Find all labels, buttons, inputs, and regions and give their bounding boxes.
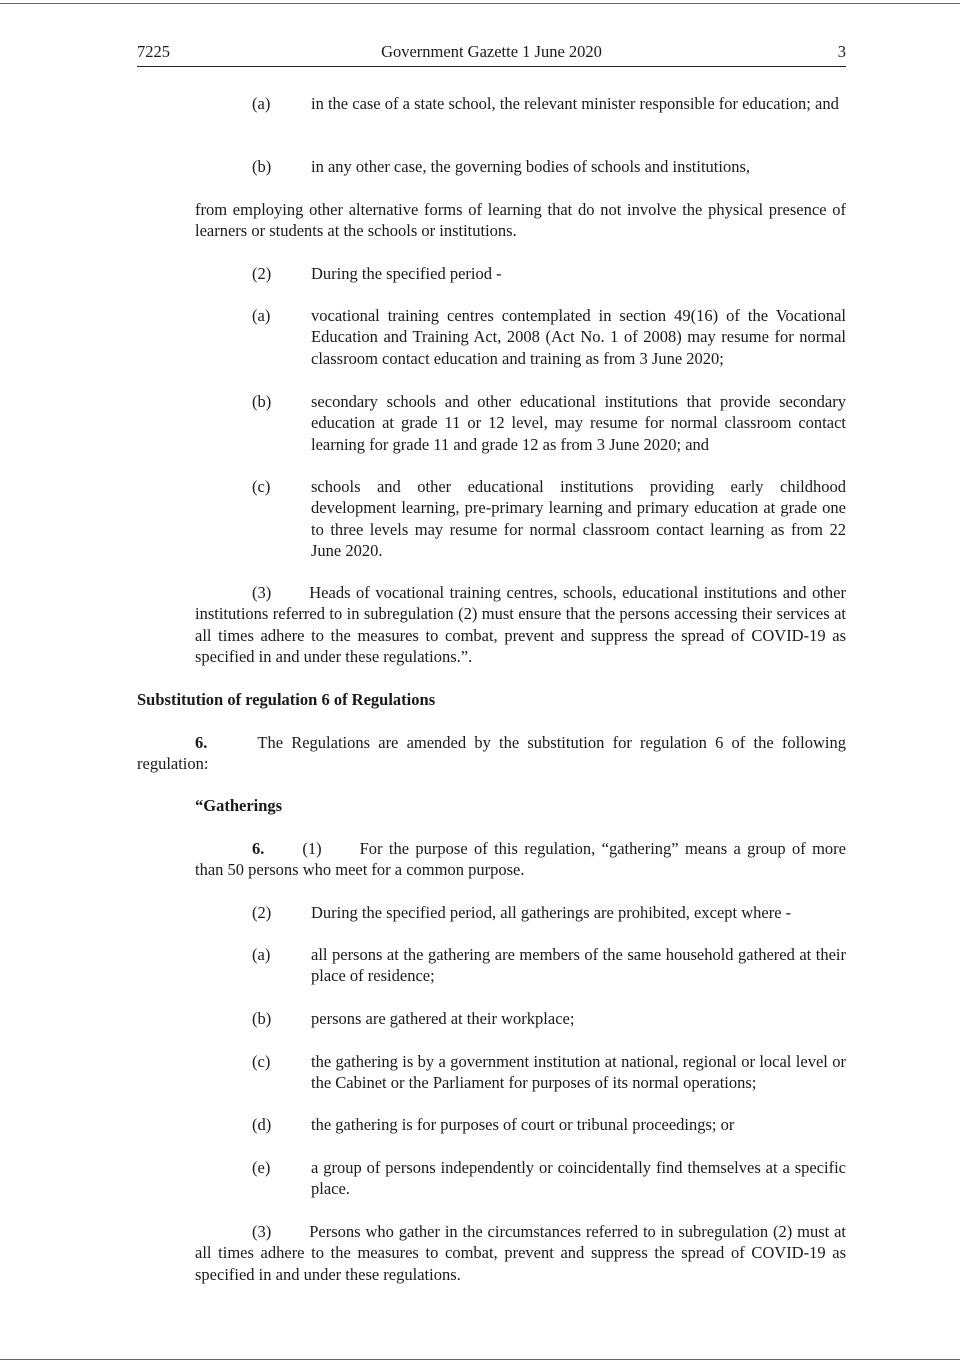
page-number: 3 — [837, 42, 846, 61]
list-item-text: all persons at the gathering are members of the same household gathered at their place of residence; — [311, 945, 846, 986]
gazette-header — [137, 42, 846, 67]
section-number: 6. — [195, 733, 208, 752]
paragraph: from employing other alternative forms of learning that do not involve the physical presence of learners or students at the schools or institutions. — [195, 200, 846, 241]
list-label: (d) — [252, 1115, 272, 1134]
page-bottom-border — [0, 1359, 960, 1360]
regulation-number: 6. — [252, 839, 265, 858]
list-label: (a) — [252, 94, 271, 113]
subregulation-text: During the specified period, all gatherings are prohibited, except where - — [311, 903, 792, 922]
list-item-text: in any other case, the governing bodies of schools and institutions, — [311, 157, 751, 176]
list-label: (a) — [252, 945, 271, 964]
list-label: (c) — [252, 477, 271, 496]
section-text: The Regulations are amended by the substitution for regulation 6 of the following regulation: — [137, 733, 846, 774]
list-item-text: persons are gathered at their workplace; — [311, 1009, 575, 1028]
list-label: (a) — [252, 306, 271, 325]
paragraph — [137, 732, 846, 775]
subregulation-label: (3) — [252, 583, 272, 602]
paragraph — [195, 1221, 846, 1285]
list-label: (b) — [252, 157, 272, 176]
list-item-text: a group of persons independently or coincidentally find themselves at a specific place. — [311, 1158, 846, 1199]
page-top-border — [0, 3, 960, 4]
list-label: (e) — [252, 1158, 271, 1177]
gazette-title: Government Gazette 1 June 2020 — [381, 42, 602, 61]
subregulation-text: Persons who gather in the circumstances referred to in subregulation (2) must at all times adhere to the measures to combat, prevent and suppress the spread of COVID-19 as specified in and under these regulations. — [195, 1222, 846, 1284]
subregulation-label: (1) — [302, 839, 322, 858]
subregulation-label: (3) — [252, 1222, 272, 1241]
list-label: (b) — [252, 392, 272, 411]
subregulation-text: During the specified period - — [311, 264, 502, 283]
list-item-text: the gathering is for purposes of court or tribunal proceedings; or — [311, 1115, 735, 1134]
subregulation-label: (2) — [252, 903, 272, 922]
list-item-text: vocational training centres contemplated in section 49(16) of the Vocational Education and Training Act, 2008 (Act No. 1 of 2008) may resume for normal classroom contact education and training as from 3 June 2020; — [311, 306, 846, 368]
list-item-text: in the case of a state school, the relevant minister responsible for education; and — [311, 94, 839, 113]
list-item-text: secondary schools and other educational institutions that provide secondary education at grade 11 or 12 level, may resume for normal classroom contact learning for grade 11 and grade 12 as from 3 June 2020; and — [311, 392, 846, 454]
regulation-heading: “Gatherings — [195, 796, 283, 815]
subregulation-text: For the purpose of this regulation, “gathering” means a group of more than 50 persons who meet for a common purpose. — [195, 839, 846, 880]
list-label: (b) — [252, 1009, 272, 1028]
paragraph — [195, 582, 846, 667]
gazette-issue-number: 7225 — [137, 42, 170, 61]
paragraph — [195, 838, 846, 881]
list-label: (c) — [252, 1052, 271, 1071]
list-item-text: schools and other educational institutions providing early childhood development learning, pre-primary learning and primary education at grade one to three levels may resume for normal classroom contact learning as from 22 June 2020. — [311, 477, 846, 560]
section-heading: Substitution of regulation 6 of Regulations — [137, 690, 436, 709]
list-item-text: the gathering is by a government institution at national, regional or local level or the Cabinet or the Parliament for purposes of its normal operations; — [311, 1052, 846, 1093]
subregulation-label: (2) — [252, 264, 272, 283]
subregulation-text: Heads of vocational training centres, schools, educational institutions and other institutions referred to in subregulation (2) must ensure that the persons accessing their services at all times adhere to the measures to combat, prevent and suppress the spread of COVID-19 as specified in and under these regulations.”. — [195, 583, 846, 666]
